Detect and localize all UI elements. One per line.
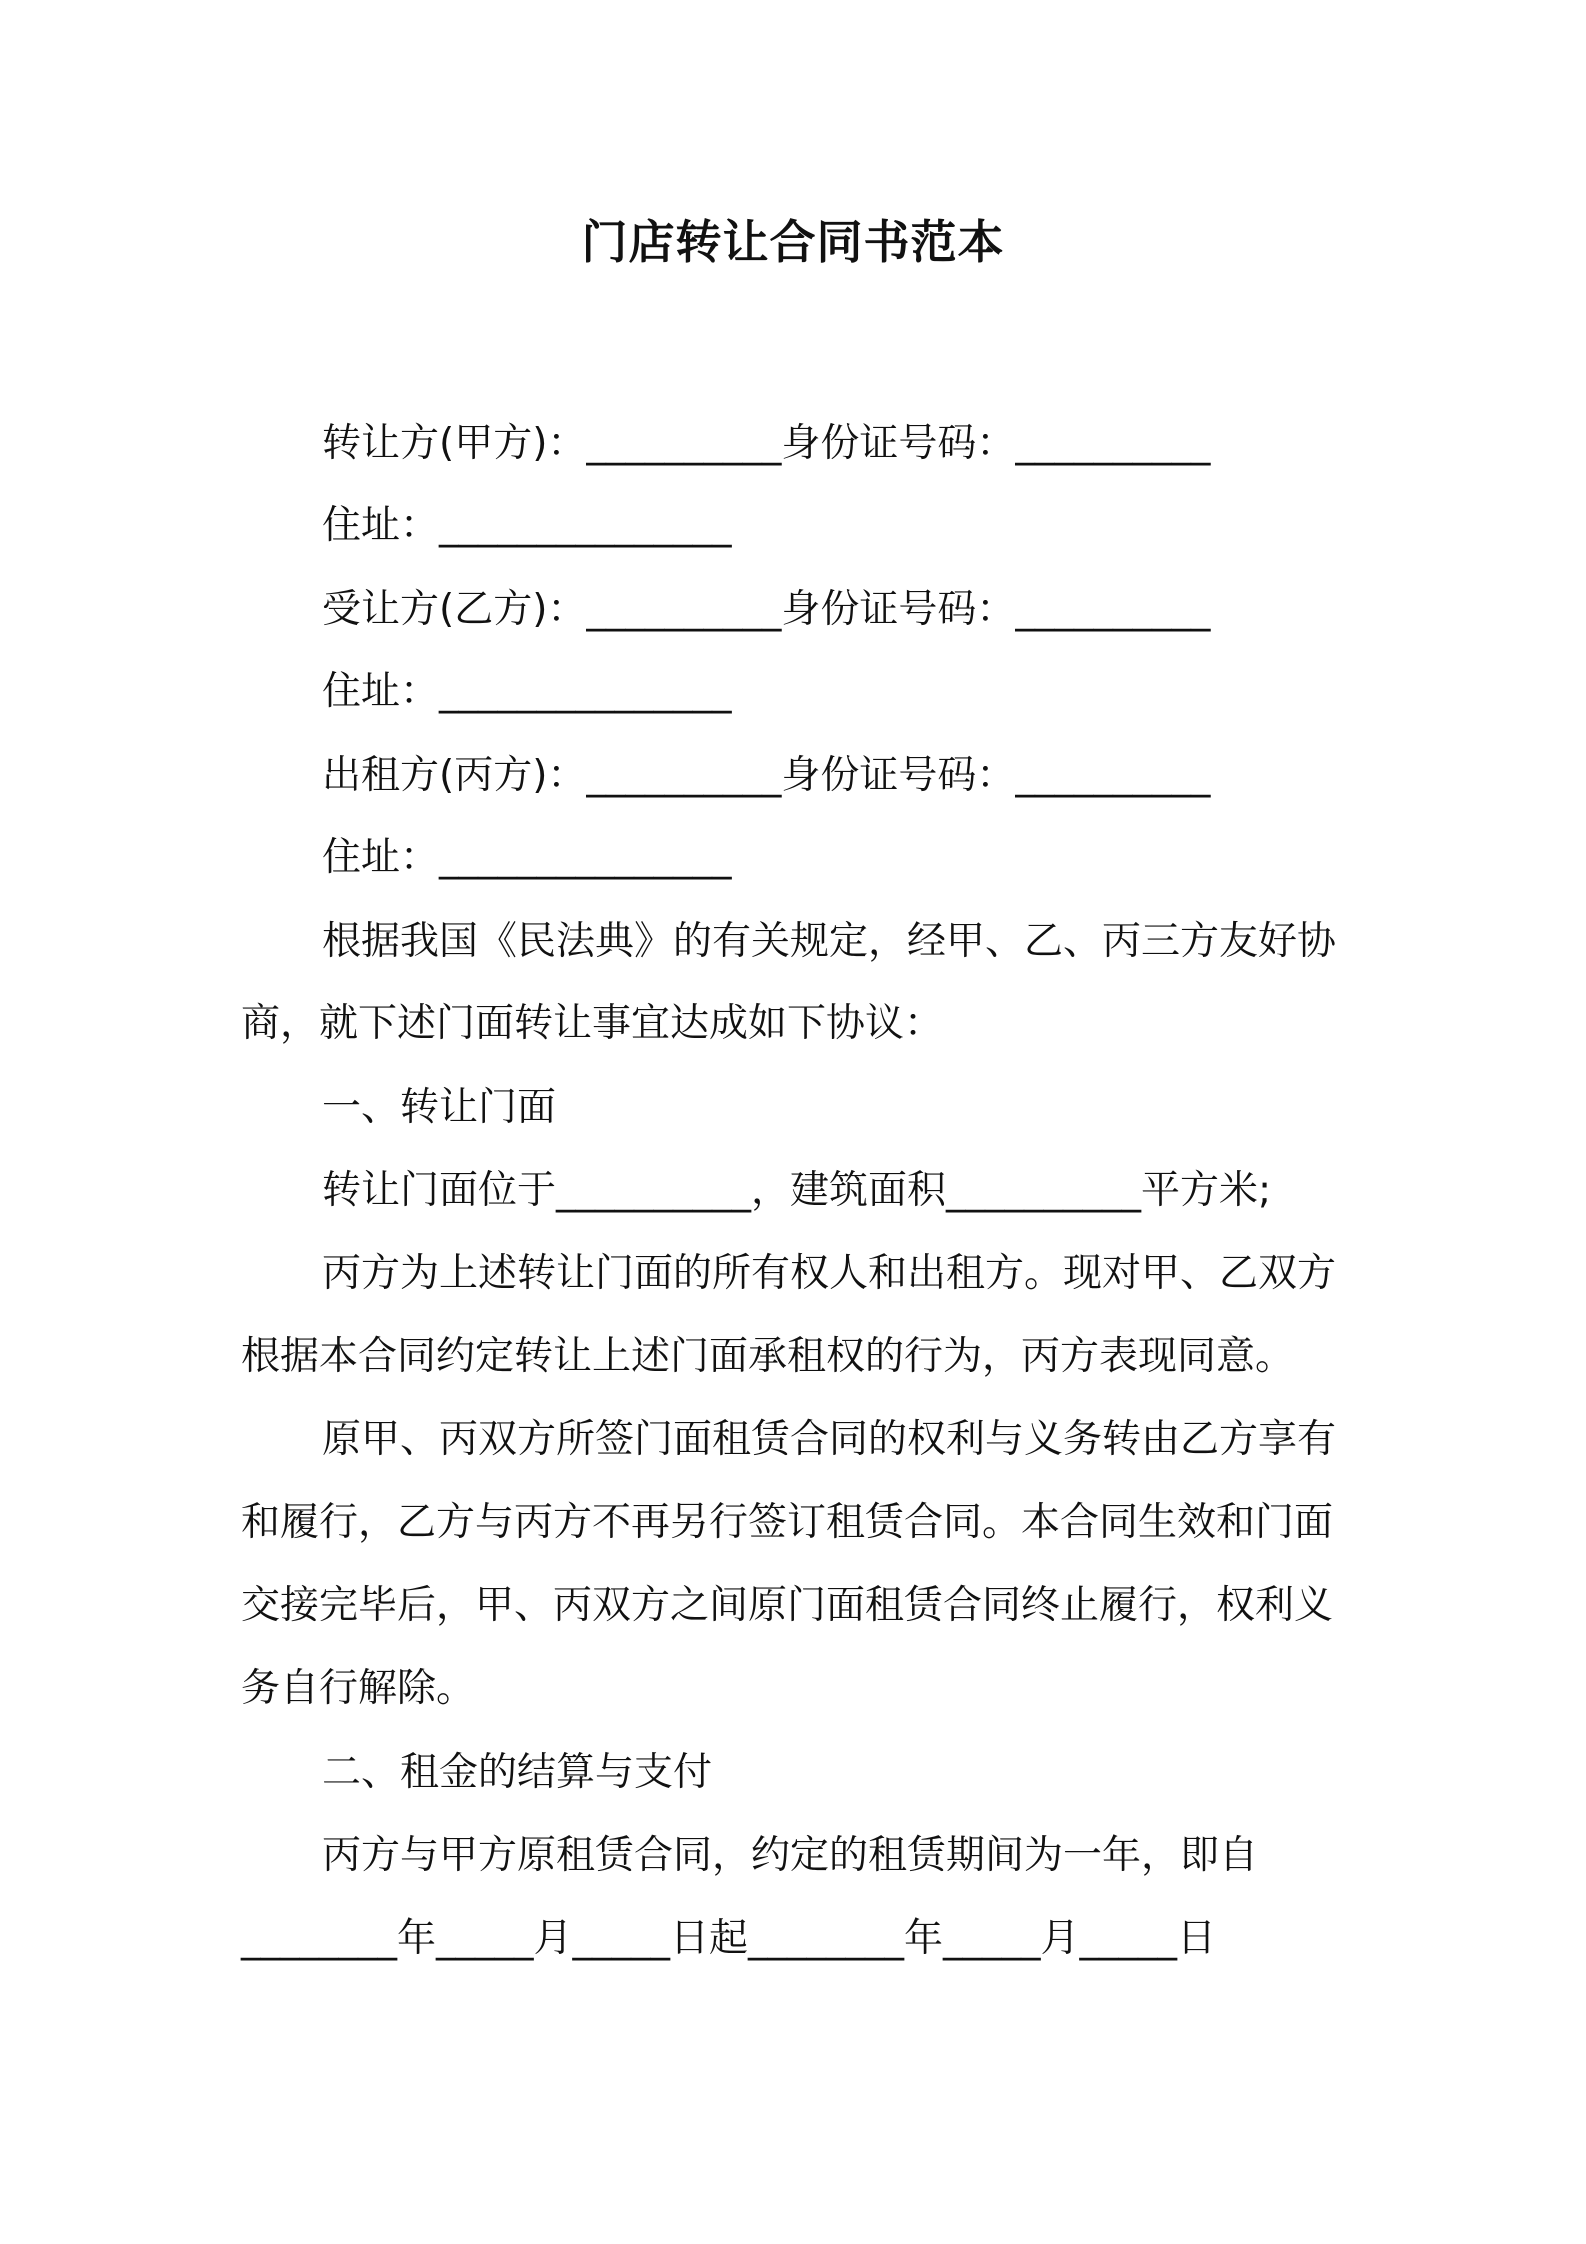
lessor-line: 出租方(丙方)：__________身份证号码：__________: [322, 753, 1211, 798]
section-1-para-1-line-1: 丙方为上述转让门面的所有权人和出租方。现对甲、乙双方: [322, 1251, 1337, 1296]
preamble-line-1: 根据我国《民法典》的有关规定，经甲、乙、丙三方友好协: [322, 919, 1337, 964]
section-2-para-1-line-1: 丙方与甲方原租赁合同，约定的租赁期间为一年，即自: [322, 1833, 1259, 1878]
section-1-para-2-line-1: 原甲、丙双方所签门面租赁合同的权利与义务转由乙方享有: [322, 1417, 1337, 1462]
section-2-para-1-line-2: ________年_____月_____日起________年_____月_____日: [241, 1916, 1217, 1961]
transferee-line: 受让方(乙方)：__________身份证号码：__________: [322, 587, 1211, 632]
transferee-address: 住址：_______________: [322, 669, 732, 714]
section-1-para-1-line-2: 根据本合同约定转让上述门面承租权的行为，丙方表现同意。: [241, 1334, 1295, 1379]
section-1-para-2-line-2: 和履行，乙方与丙方不再另行签订租赁合同。本合同生效和门面: [241, 1500, 1334, 1545]
transferor-address: 住址：_______________: [322, 503, 732, 548]
section-1-para-2-line-3: 交接完毕后，甲、丙双方之间原门面租赁合同终止履行，权利义: [241, 1583, 1334, 1628]
lessor-address: 住址：_______________: [322, 835, 732, 880]
section-1-heading: 一、转让门面: [322, 1085, 557, 1130]
document-title: 门店转让合同书范本: [581, 215, 1005, 269]
preamble-line-2: 商，就下述门面转让事宜达成如下协议：: [241, 1001, 944, 1046]
transferor-line: 转让方(甲方)：__________身份证号码：__________: [322, 421, 1211, 466]
location-line: 转让门面位于__________，建筑面积__________平方米;: [322, 1168, 1272, 1213]
section-2-heading: 二、租金的结算与支付: [322, 1750, 713, 1795]
section-1-para-2-line-4: 务自行解除。: [241, 1666, 476, 1711]
